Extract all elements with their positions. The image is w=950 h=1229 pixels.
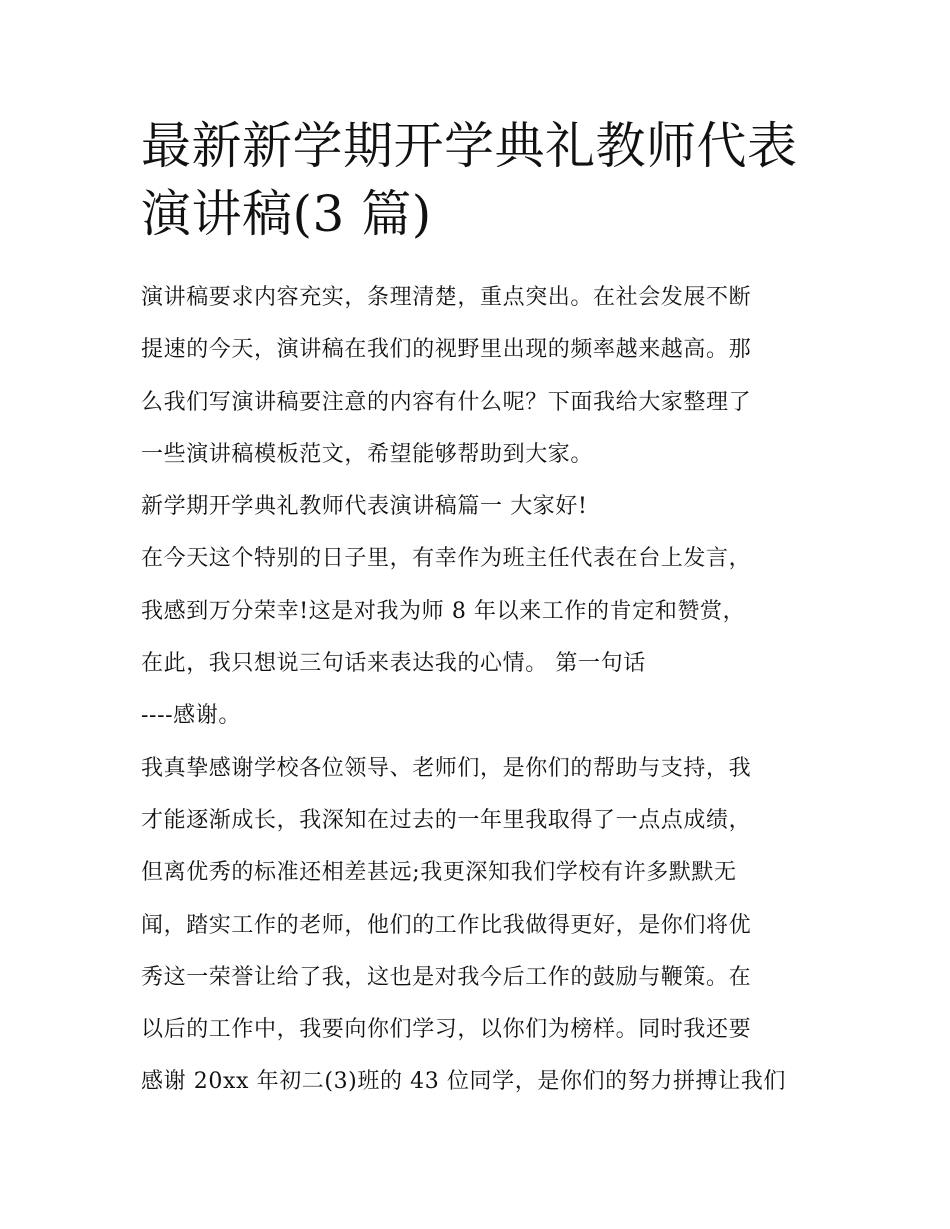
body-line: 秀这一荣誉让给了我，这也是对我今后工作的鼓励与鞭策。在 — [141, 964, 752, 990]
title-line-2: 演讲稿(3 篇) — [141, 185, 432, 243]
body-line: 才能逐渐成长，我深知在过去的一年里我取得了一点点成绩， — [141, 807, 752, 833]
body-line: 提速的今天，演讲稿在我们的视野里出现的频率越来越高。那 — [141, 337, 752, 363]
document-title — [141, 112, 821, 248]
body-line: 我真挚感谢学校各位领导、老师们，是你们的帮助与支持，我 — [141, 755, 752, 781]
body-line: 演讲稿要求内容充实，条理清楚，重点突出。在社会发展不断 — [141, 285, 752, 310]
body-line: 么我们写演讲稿要注意的内容有什么呢？下面我给大家整理了 — [141, 389, 752, 415]
body-line: 但离优秀的标准还相差甚远;我更深知我们学校有许多默默无 — [141, 860, 737, 886]
body-line: 闻，踏实工作的老师，他们的工作比我做得更好，是你们将优 — [141, 912, 752, 938]
body-line: 在今天这个特别的日子里，有幸作为班主任代表在台上发言， — [141, 546, 752, 572]
body-line: ----感谢。 — [141, 703, 241, 729]
body-line: 我感到万分荣幸!这是对我为师 8 年以来工作的肯定和赞赏， — [141, 598, 746, 624]
document-body — [141, 272, 821, 1109]
body-line: 一些演讲稿模板范文，希望能够帮助到大家。 — [141, 441, 594, 467]
body-line: 感谢 20xx 年初二(3)班的 43 位同学，是你们的努力拼搏让我们 — [141, 1069, 786, 1095]
body-line: 以后的工作中，我要向你们学习，以你们为榜样。同时我还要 — [141, 1017, 752, 1043]
title-line-1: 最新新学期开学典礼教师代表 — [141, 117, 798, 175]
document-content — [141, 112, 821, 1109]
section-heading-line: 新学期开学典礼教师代表演讲稿篇一 大家好! — [141, 494, 588, 520]
body-line: 在此，我只想说三句话来表达我的心情。 第一句话 — [141, 651, 646, 677]
